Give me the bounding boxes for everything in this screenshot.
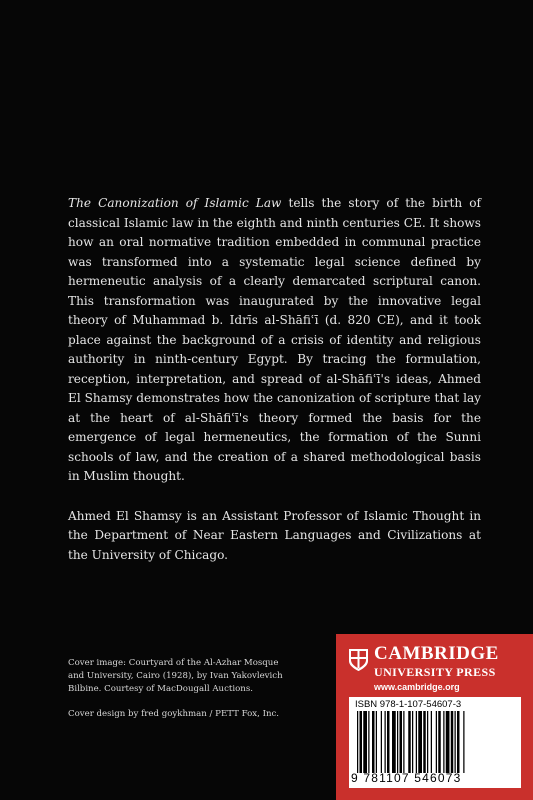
publisher-name: CAMBRIDGE xyxy=(374,643,499,664)
barcode-icon xyxy=(357,711,517,773)
book-title: The Canonization of Islamic Law xyxy=(68,196,282,210)
publisher-press: UNIVERSITY PRESS xyxy=(374,665,496,679)
blurb-paragraph-1 xyxy=(68,194,481,487)
blurb xyxy=(68,194,481,565)
shield-icon xyxy=(348,648,369,672)
credits xyxy=(68,657,290,721)
cover-image-credit: Cover image: Courtyard of the Al-Azhar Mosque and University, Cairo (1928), by Ivan Yakovlevich Bilbine. Courtesy of MacDougall Auctions. xyxy=(68,658,283,695)
barcode-box xyxy=(349,697,521,788)
blurb-paragraph-1-text: tells the story of the birth of classical Islamic law in the eighth and ninth centuries CE. It shows how an oral normative tradition embedded in communal practice was transformed into a systematic legal science defined by hermeneutic analysis of a clearly demarcated scriptural canon. This transformation was inaugurated by the innovative legal theory of Muhammad b. Idrīs al-Shāfiʿī (d. 820 CE), and it took place against the background of a crisis of identity and religious authority in ninth-century Egypt. By tracing the formulation, reception, interpretation, and spread of al-Shāfiʿī's ideas, Ahmed El Shamsy demonstrates how the canonization of scripture that lay at the heart of al-Shāfiʿī's theory formed the basis for the emergence of legal hermeneutics, the formation of the Sunni schools of law, and the creation of a shared methodological basis in Muslim thought. xyxy=(68,196,482,483)
cover-design-credit: Cover design by fred goykhman / PETT Fox, Inc. xyxy=(68,708,280,719)
publisher-url: www.cambridge.org xyxy=(374,682,460,692)
author-bio: Ahmed El Shamsy is an Assistant Professor of Islamic Thought in the Department of Near Eastern Languages and Civilizations at the University of Chicago. xyxy=(68,508,481,562)
barcode-digits: 9 781107 546073 xyxy=(351,771,462,785)
isbn-label: ISBN 978-1-107-54607-3 xyxy=(355,699,462,710)
